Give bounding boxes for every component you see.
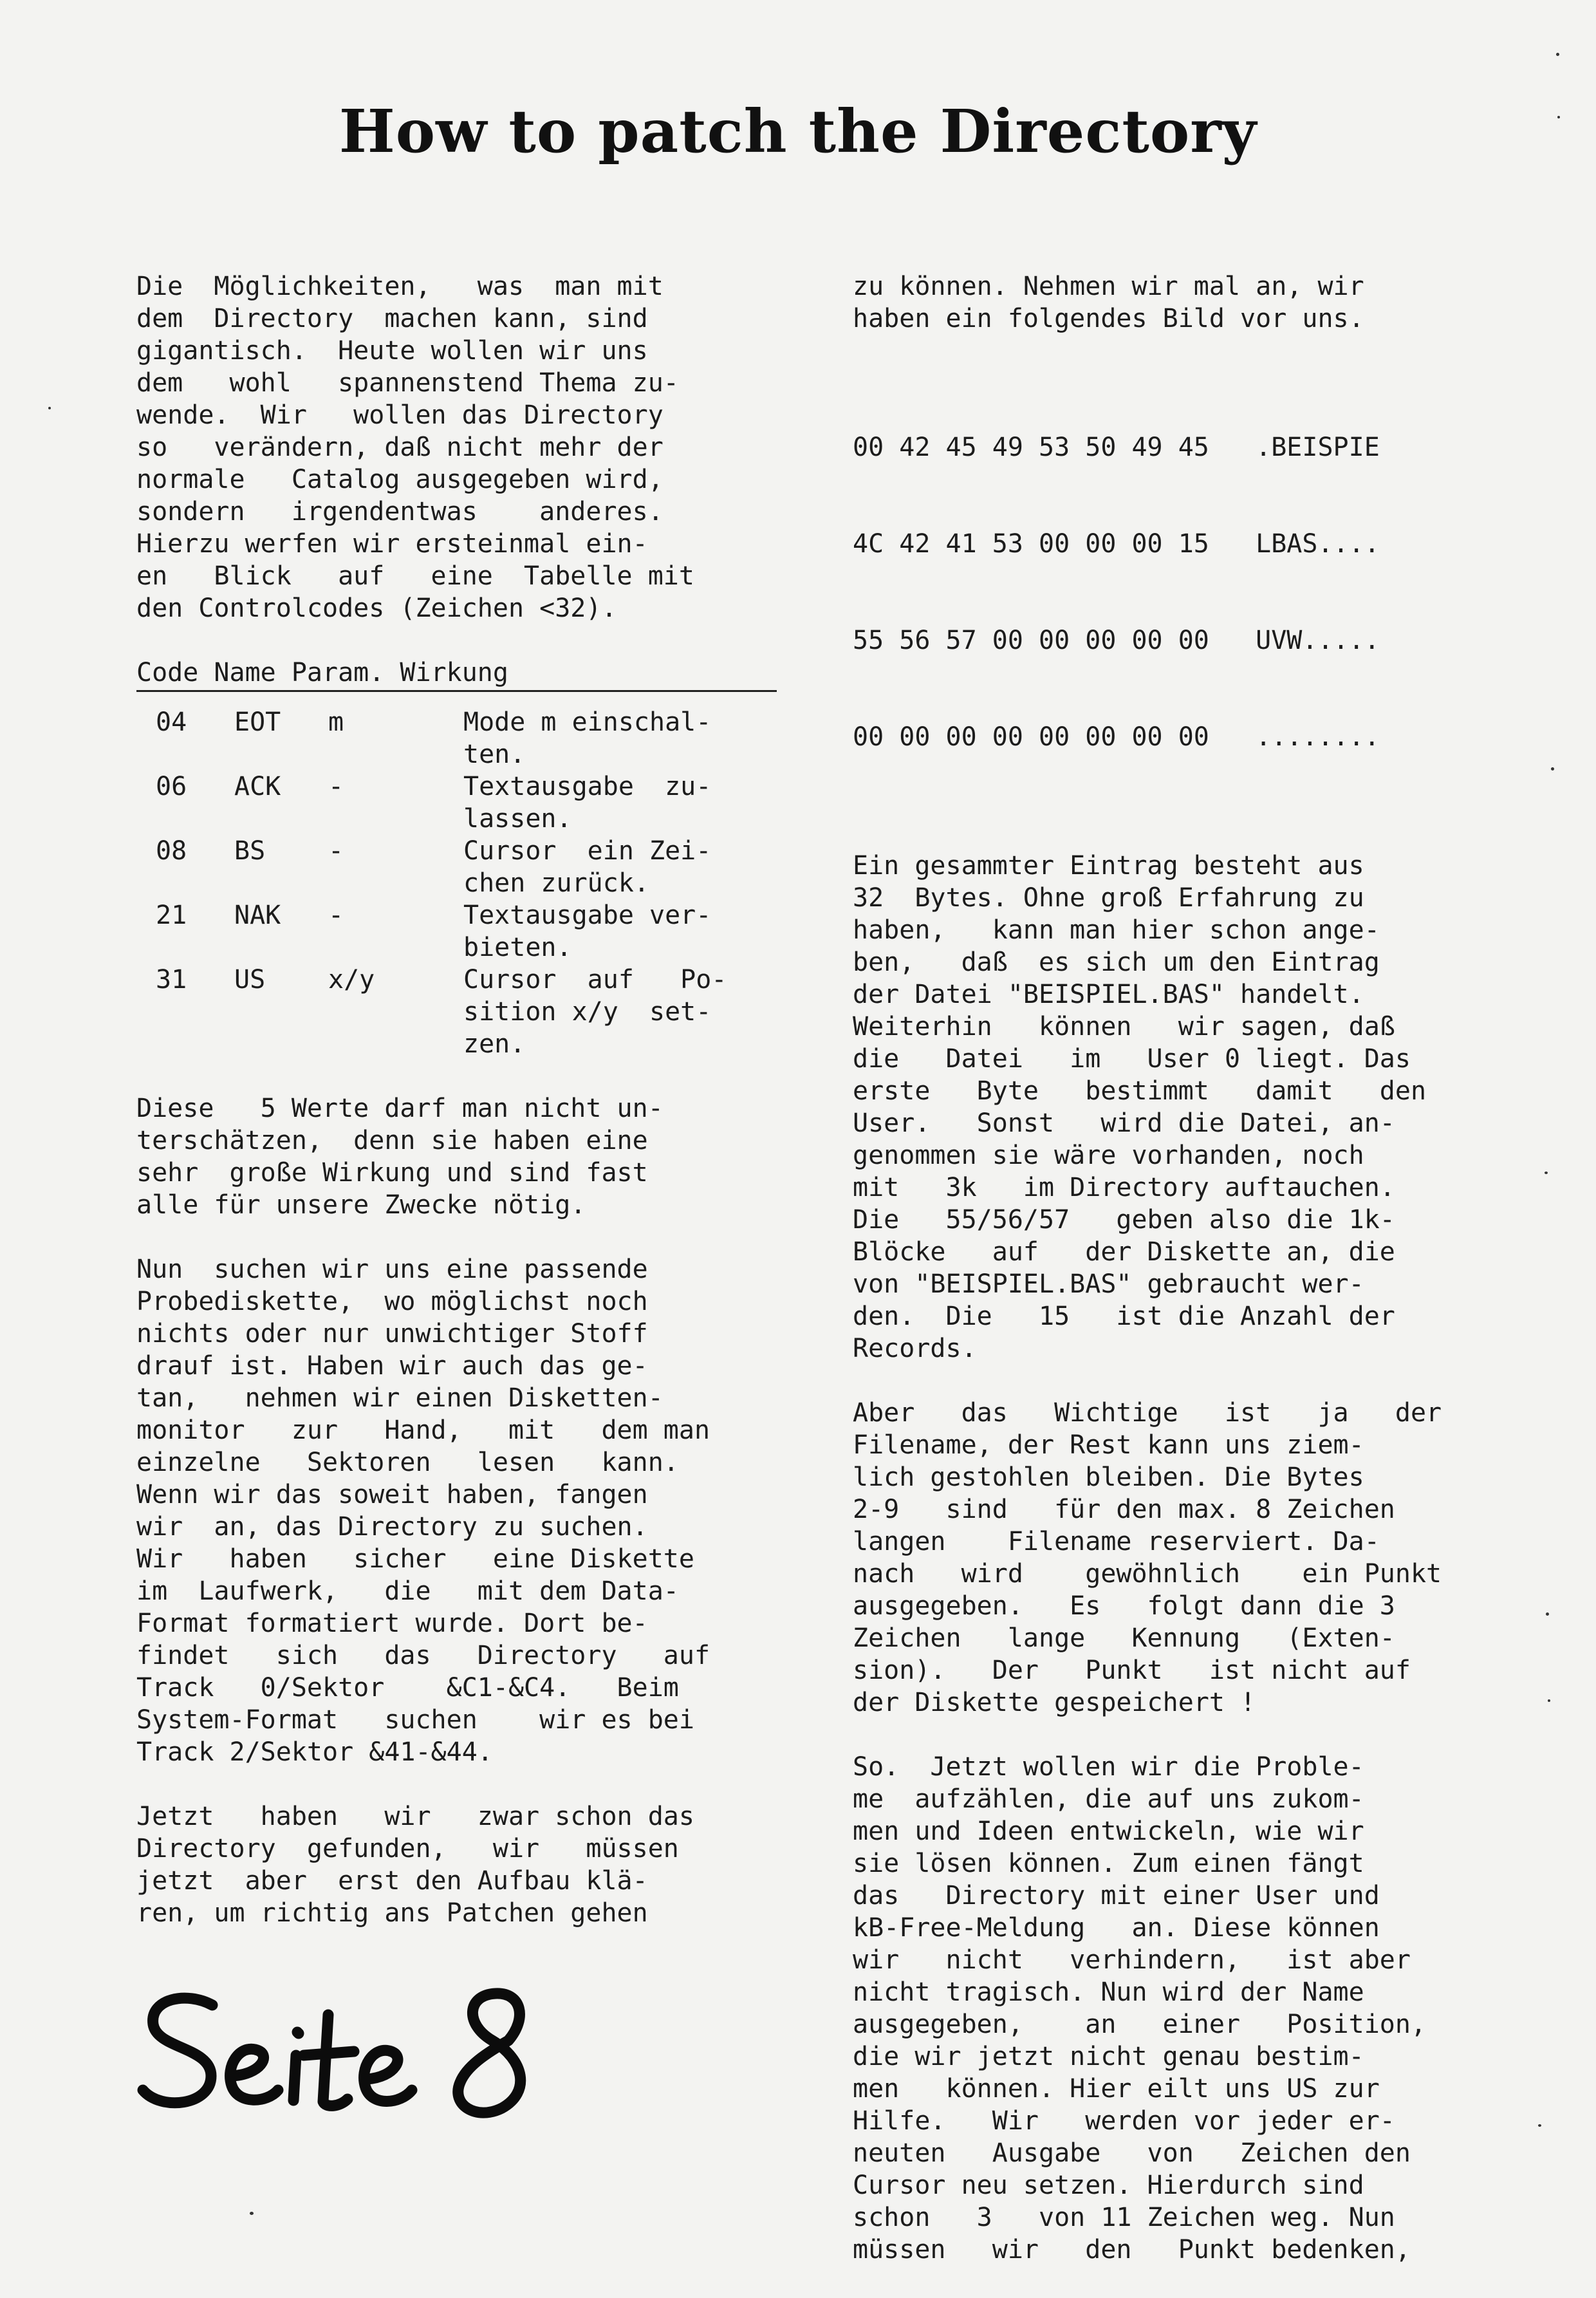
effect-cell: Textausgabe ver- bieten. [463, 901, 712, 962]
name-cell: ACK [234, 772, 281, 801]
hex-line: 00 00 00 00 00 00 00 00 ........ [853, 722, 1380, 752]
table-row [136, 771, 777, 835]
control-code-table [136, 706, 777, 1060]
param-cell: - [328, 772, 344, 801]
code-cell: 04 [156, 707, 187, 737]
filename-paragraph: Aber das Wichtige ist ja der Filename, der Rest kann uns ziem- lich gestohlen bleiben. Die Bytes 2-9 sind für den max. 8 Zeichen langen Filename reserviert. Da- nach wird gewöhnlich ein Punkt ausgegeben. Es folgt dann die 3 Zeichen lange Kennung (Exten- sion). Der Punkt ist nicht auf der Diskette gespeichert ! [853, 1398, 1442, 1717]
problems-paragraph: So. Jetzt wollen wir die Proble- me aufzählen, die auf uns zukom- men und Ideen entwickeln, wie wir sie lösen können. Zum einen fängt das Directory mit einer User und kB-Free-Meldung an. Diese können wir nicht verhindern, ist aber nicht tragisch. Nun wird der Name ausgegeben, an einer Position, die wir jetzt nicht genau bestim- men können. Hier eilt uns US zur Hilfe. Wir werden vor jeder er- neuten Ausgabe von Zeichen den Cursor neu setzen. Hierdurch sind schon 3 von 11 Zeichen weg. Nun müssen wir den Punkt bedenken, [853, 1752, 1427, 2265]
hex-dump [853, 367, 1493, 817]
effect-cell: Cursor ein Zei- chen zurück. [463, 836, 712, 898]
code-cell: 21 [156, 901, 187, 930]
entry-paragraph: Ein gesammter Eintrag besteht aus 32 Bytes. Ohne groß Erfahrung zu haben, kann man hier schon ange- ben, daß es sich um den Eintrag der Datei "BEISPIEL.BAS" handelt. Weiterhin können wir sagen, daß die Datei im User 0 liegt. Das erste Byte bestimmt damit den User. Sonst wird die Datei, an- genommen sie wäre vorhanden, noch mit 3k im Directory auftauchen. Die 55/56/57 geben also die 1k- Blöcke auf der Diskette an, die von "BEISPIEL.BAS" gebraucht wer- den. Die 15 ist die Anzahl der Records. [853, 851, 1427, 1363]
scan-speck [1538, 2124, 1541, 2127]
table-row [136, 964, 777, 1060]
name-cell: NAK [234, 901, 281, 930]
intro-paragraph: Die Möglichkeiten, was man mit dem Directory machen kann, sind gigantisch. Heute wollen wir uns dem wohl spannenstend Thema zu- wende. Wir wollen das Directory so verändern, daß nicht mehr der normale Catalog ausgegeben wird, sondern irgendentwas anderes. Hierzu werfen wir ersteinmal ein- en Blick auf eine Tabelle mit den Controlcodes (Zeichen <32). [136, 272, 694, 623]
handwritten-page-number [135, 1979, 598, 2127]
name-cell: BS [234, 836, 266, 866]
hex-line: 55 56 57 00 00 00 00 00 UVW..... [853, 626, 1380, 655]
scan-speck [48, 407, 51, 409]
scan-speck [1557, 116, 1560, 118]
table-row [136, 706, 777, 771]
effect-cell: Textausgabe zu- lassen. [463, 772, 712, 834]
scan-speck [1551, 767, 1554, 771]
effect-cell: Cursor auf Po- sition x/y set- zen. [463, 965, 727, 1059]
page-title: How to patch the Directory [339, 97, 1257, 166]
scan-speck [1556, 53, 1559, 56]
param-cell: m [328, 707, 344, 737]
table-row [136, 835, 777, 899]
scan-speck [1546, 1612, 1549, 1616]
table-header: Code Name Param. Wirkung [136, 657, 777, 692]
warning-paragraph: Diese 5 Werte darf man nicht un- terschätzen, denn sie haben eine sehr große Wirkung und sind fast alle für unsere Zwecke nötig. [136, 1094, 663, 1220]
hex-line: 4C 42 41 53 00 00 00 15 LBAS.... [853, 529, 1380, 559]
name-cell: EOT [234, 707, 281, 737]
left-column [136, 270, 777, 1961]
hex-line: 00 42 45 49 53 50 49 45 .BEISPIE [853, 433, 1380, 462]
param-cell: - [328, 836, 344, 866]
name-cell: US [234, 965, 266, 995]
scan-speck [250, 2212, 254, 2215]
param-cell: x/y [328, 965, 375, 995]
param-cell: - [328, 901, 344, 930]
scan-speck [1548, 1699, 1550, 1702]
effect-cell: Mode m einschal- ten. [463, 707, 712, 769]
right-column [853, 270, 1493, 2298]
code-cell: 06 [156, 772, 187, 801]
scan-speck [1545, 1172, 1548, 1174]
search-paragraph: Nun suchen wir uns eine passende Probediskette, wo möglichst noch nichts oder nur unwichtiger Stoff drauf ist. Haben wir auch das ge- tan, nehmen wir einen Disketten- monitor zur Hand, mit dem man einzelne Sektoren lesen kann. Wenn wir das soweit haben, fangen wir an, das Directory zu suchen. Wir haben sicher eine Diskette im Laufwerk, die mit dem Data- Format formatiert wurde. Dort be- findet sich das Directory auf Track 0/Sektor &C1-&C4. Beim System-Format suchen wir es bei Track 2/Sektor &41-&44. [136, 1255, 710, 1767]
code-cell: 08 [156, 836, 187, 866]
code-cell: 31 [156, 965, 187, 995]
continuation-paragraph: zu können. Nehmen wir mal an, wir haben ein folgendes Bild vor uns. [853, 272, 1364, 333]
table-row [136, 899, 777, 964]
structure-paragraph: Jetzt haben wir zwar schon das Directory gefunden, wir müssen jetzt aber erst den Aufbau klä- ren, um richtig ans Patchen gehen [136, 1802, 694, 1928]
